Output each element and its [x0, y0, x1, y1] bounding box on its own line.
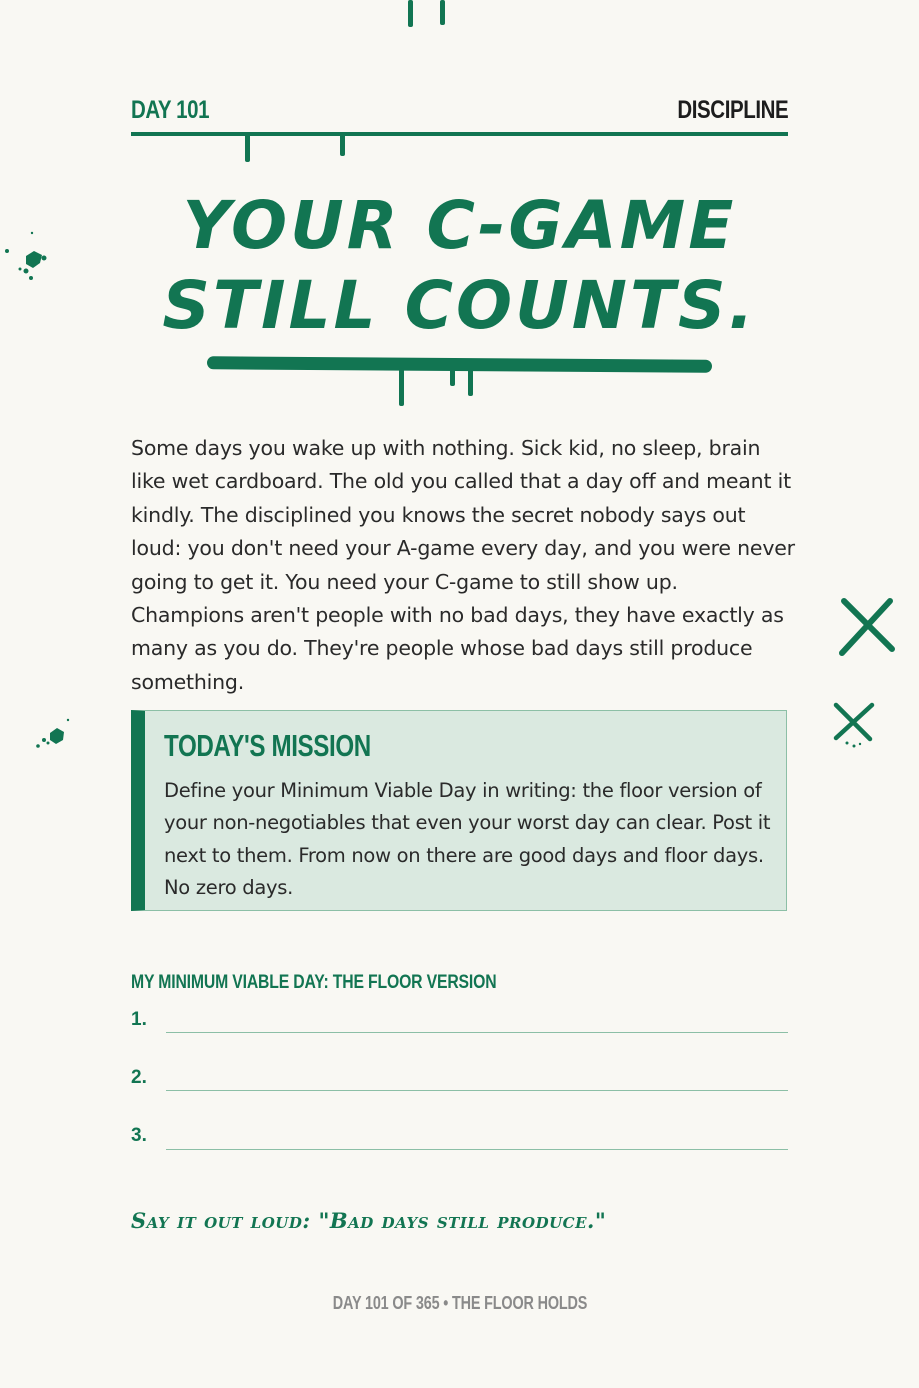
body-paragraph: Some days you wake up with nothing. Sick kid, no sleep, brain like wet cardboard. The old you called that a day off and meant it kindly. The disciplined you knows the secret nobody says out loud: you don't need your A-game every day, and you were never going to get it. You need your C-game to still show up. Champions aren't people with no bad days, they have exactly as many as you do. They're people whose bad days still produce something. [131, 436, 795, 694]
title-underline [207, 356, 712, 373]
list-number-2: 2. [131, 1067, 147, 1088]
page-title [0, 186, 919, 346]
underline-drip-2 [450, 369, 455, 386]
header-drip-2 [340, 134, 345, 156]
header-drip-1 [245, 134, 250, 162]
top-drip-left [408, 0, 413, 27]
category-label: DISCIPLINE [677, 96, 788, 124]
list-line-3[interactable] [166, 1149, 788, 1150]
mission-box [131, 710, 787, 911]
x-mark-large [838, 597, 896, 657]
ink-splatter-left-mid [34, 716, 74, 754]
header-rule [131, 132, 788, 136]
mission-text: Define your Minimum Viable Day in writing: the floor version of your non-negotiables that even your worst day can clear. Post it next to them. From now on there are good days and floor days. No zero days. [164, 779, 771, 900]
x-mark-small [832, 702, 877, 750]
title-line-1: YOUR C-GAME [182, 187, 737, 264]
mission-title: TODAY'S MISSION [164, 728, 371, 763]
footer-text: DAY 101 OF 365 • THE FLOOR HOLDS [332, 1293, 587, 1313]
top-drip-right [440, 0, 445, 25]
underline-drip-1 [399, 369, 404, 406]
title-line-2: STILL COUNTS. [162, 267, 757, 344]
list-number-1: 1. [131, 1009, 147, 1030]
underline-drip-3 [468, 369, 473, 396]
list-number-3: 3. [131, 1125, 147, 1146]
day-label: DAY 101 [131, 96, 210, 124]
affirmation-text: Say it out loud: "Bad days still produce." [131, 1208, 607, 1233]
list-line-1[interactable] [166, 1032, 788, 1033]
list-line-2[interactable] [166, 1090, 788, 1091]
list-heading: MY MINIMUM VIABLE DAY: THE FLOOR VERSION [131, 972, 497, 993]
footer [0, 1293, 919, 1314]
